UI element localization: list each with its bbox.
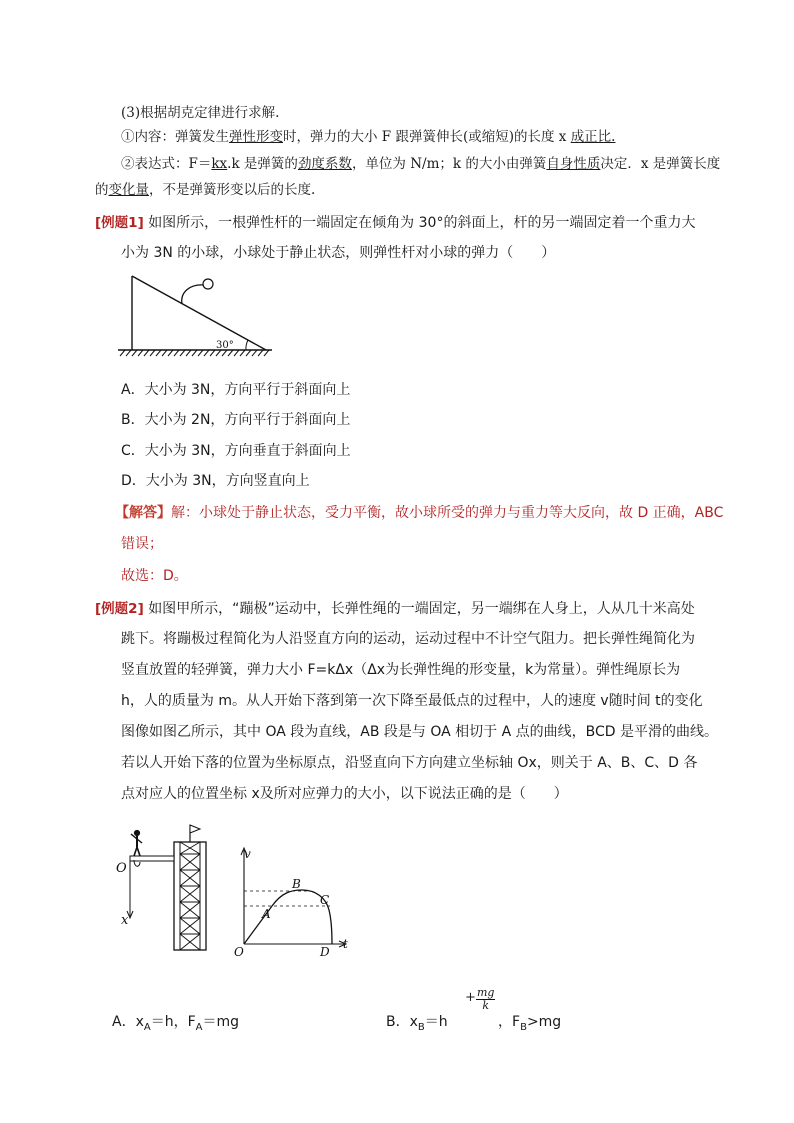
ex2-line4: h，人的质量为 m。从人开始下落到第一次下降至最低点的过程中，人的速度 v随时间 t的变化 [121, 693, 703, 709]
point-label-d: D [320, 945, 330, 959]
ex2-option-b-tail2: >mg [526, 1014, 562, 1030]
ex2-option-b-plus: + [465, 990, 476, 1005]
point-cont-tail: ，不是弹簧形变以后的长度. [149, 182, 316, 198]
section-heading: (3)根据胡克定律进行求解. [121, 105, 280, 121]
ex2-option-b-main: B．x [386, 1014, 418, 1030]
tower-lattice [180, 842, 200, 950]
ex1-option-b[interactable]: B．大小为 2N，方向平行于斜面向上 [121, 412, 351, 428]
point-expression [121, 152, 720, 172]
jumper-person [131, 830, 142, 856]
bungee-tower-figure [112, 820, 214, 952]
fraction-numerator: mg [477, 986, 495, 999]
ex2-option-a[interactable] [112, 1011, 239, 1033]
point-content-underline-1: 弹性形变 [229, 129, 283, 145]
ex2-option-b-sub2: B [520, 1021, 527, 1033]
ex1-answer-line3: 故选：D。 [121, 568, 188, 584]
ex2-option-a-tail: ＝mg [202, 1014, 240, 1030]
ex1-answer-title: 【解答】 [115, 505, 171, 521]
point-expression-mid2: ，单位为 N/m；k 的大小由弹簧 [351, 156, 547, 172]
ex1-line1 [95, 211, 695, 232]
point-expression-underline-1: kx [211, 156, 228, 172]
point-content-mid: 时，弹力的大小 F 跟弹簧伸长(或缩短)的长度 x [283, 129, 571, 145]
origin-label-o: O [116, 861, 127, 876]
elastic-rod [182, 285, 204, 304]
ex2-option-a-main: A．x [112, 1014, 144, 1030]
ex2-option-a-sub1: A [143, 1021, 151, 1033]
angle-label: 30° [216, 340, 234, 351]
ex2-line3: 竖直放置的轻弹簧，弹力大小 F=kΔx（Δx为长弹性绳的形变量，k为常量）。弹性绳原长为 [121, 662, 681, 678]
incline-slope [132, 276, 266, 350]
ex1-answer-text-1: 解：小球处于静止状态，受力平衡，故小球所受的弹力与重力等大反向，故 D 正确，ABC [171, 505, 724, 521]
ex1-stem-1: 如图所示，一根弹性杆的一端固定在倾角为 30°的斜面上，杆的另一端固定着一个重力大 [148, 215, 696, 231]
graph-origin-o: O [234, 945, 244, 959]
ex1-option-d[interactable]: D．大小为 3N，方向竖直向上 [121, 473, 310, 489]
point-label-a: A [262, 907, 271, 921]
ex1-answer-line1 [115, 502, 723, 522]
point-cont-underline: 变化量 [108, 182, 149, 198]
point-content [121, 125, 615, 145]
point-expression-mid: .k 是弹簧的 [227, 156, 298, 172]
ex2-option-b-rest [498, 1011, 561, 1033]
ex2-option-a-sub2: A [195, 1021, 203, 1033]
ex2-line2: 跳下。将蹦极过程简化为人沿竖直方向的运动，运动过程中不计空气阻力。把长弹性绳简化为 [121, 631, 695, 647]
ex2-line1 [95, 597, 695, 618]
angle-arc [246, 340, 248, 350]
ex2-option-b-mid: ＝h [424, 1014, 448, 1030]
flag [190, 825, 200, 833]
point-content-underline-2: 成正比. [570, 129, 616, 145]
ex1-answer-line2: 错误； [121, 536, 163, 552]
ex1-tag: [例题1] [95, 215, 144, 231]
ex1-option-a[interactable]: A．大小为 3N，方向平行于斜面向上 [121, 382, 351, 398]
point-expression-underline-3: 自身性质 [546, 156, 601, 172]
point-content-prefix: ①内容：弹簧发生 [121, 129, 229, 145]
ex2-option-b[interactable] [386, 1011, 448, 1033]
point-expression-prefix: ②表达式：F＝ [121, 156, 212, 172]
ex1-line2: 小为 3N 的小球，小球处于静止状态，则弹性杆对小球的弹力（ ） [121, 245, 556, 261]
axis-label-t: t [343, 937, 348, 951]
point-cont-prefix: 的 [95, 182, 109, 198]
jump-platform [130, 856, 174, 861]
ex2-option-b-fraction [476, 987, 495, 1012]
velocity-time-graph [232, 838, 354, 960]
point-label-b: B [292, 877, 301, 891]
fraction-denominator: k [482, 999, 490, 1012]
incline-figure [112, 272, 282, 358]
point-expression-underline-2: 劲度系数 [297, 156, 352, 172]
ex2-tag: [例题2] [95, 601, 144, 617]
point-expression-cont [95, 178, 315, 198]
point-expression-tail: 决定．x 是弹簧长度 [600, 156, 721, 172]
ball [203, 279, 213, 289]
ex2-option-a-mid: ＝h，F [150, 1014, 196, 1030]
ex1-option-c[interactable]: C．大小为 3N，方向垂直于斜面向上 [121, 443, 351, 459]
ex2-stem-1: 如图甲所示，“蹦极”运动中，长弹性绳的一端固定，另一端绑在人身上，人从几十米高处 [148, 601, 695, 617]
axis-label-x: x [121, 913, 129, 928]
point-label-c: C [320, 893, 330, 907]
ex2-option-b-sub1: B [417, 1021, 425, 1033]
ground-hatch [120, 350, 269, 356]
ex2-line7: 点对应人的位置坐标 x及所对应弹力的大小，以下说法正确的是（ ） [121, 786, 568, 802]
ex2-line5: 图像如图乙所示，其中 OA 段为直线，AB 段是与 OA 相切于 A 点的曲线，BCD 是平滑的曲线。 [121, 724, 718, 740]
axis-label-v: v [244, 847, 251, 861]
ex2-line6: 若以人开始下落的位置为坐标原点，沿竖直向下方向建立坐标轴 Ox，则关于 A、B、C、D 各 [121, 755, 698, 771]
ex2-option-b-tail: ，F [498, 1014, 521, 1030]
